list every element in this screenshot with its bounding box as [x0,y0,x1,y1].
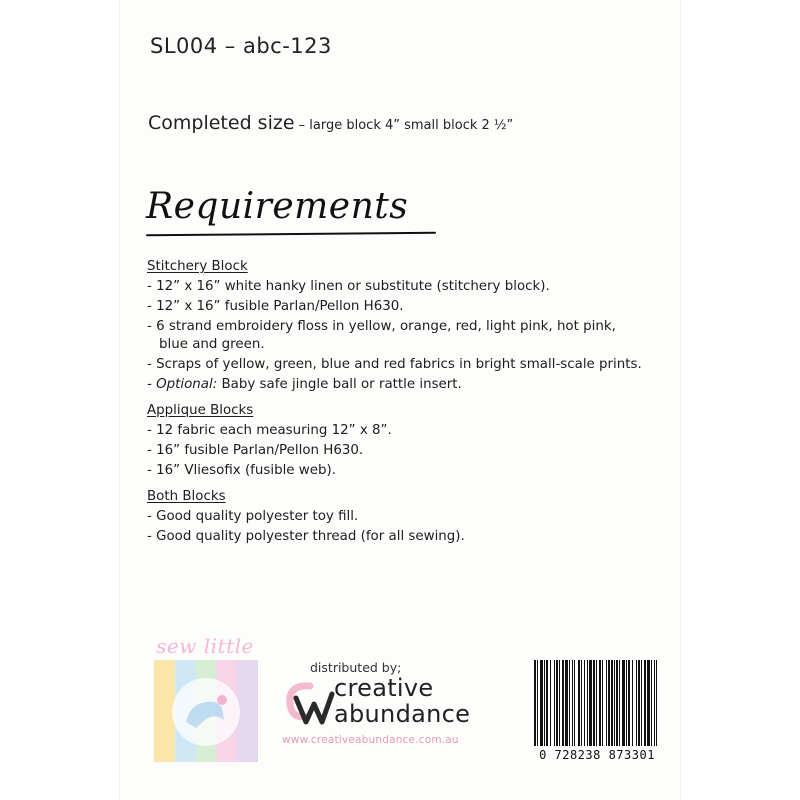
list-item [147,442,647,460]
barcode-bar [593,660,595,746]
barcode-bar [656,660,657,746]
item-text: - Good quality polyester toy fill. [147,509,359,524]
section-title: Both Blocks [147,489,226,504]
creative-abundance-logo [278,660,528,750]
barcode-bar [596,660,597,746]
barcode-bar [565,660,568,746]
barcode-bar [540,660,543,746]
pattern-code: SL004 – abc-123 [150,34,332,58]
section-stitchery-block [147,258,647,394]
completed-size-detail: – large block 4” small block 2 ½” [294,118,514,133]
stripe [237,660,258,762]
item-text: - Scraps of yellow, green, blue and red fabrics in bright small-scale prints. [147,357,642,372]
barcode-bar [647,660,650,746]
list-item [147,422,647,440]
barcode-bar [616,660,618,746]
barcode-bar [619,660,620,746]
barcode-bar [654,660,655,746]
sew-little-logo [150,634,260,762]
barcode-bar [638,660,640,746]
barcode-bars [532,660,662,746]
barcode-bar [581,660,582,746]
item-text: Baby safe jingle ball or rattle insert. [217,377,462,392]
barcode-bar [578,660,580,746]
barcode-bar [626,660,627,746]
barcode-bar [584,660,585,746]
barcode-bar [572,660,573,746]
barcode-bar [589,660,592,746]
barcode-bar [641,660,642,746]
barcode-bar [636,660,637,746]
optional-label: - Optional: [147,377,218,392]
list-item [147,376,647,394]
completed-size-label: Completed size [148,112,295,134]
section-both-blocks [147,488,647,546]
requirements-heading: Requirements [146,186,409,227]
item-text: - 12” x 16” fusible Parlan/Pellon H630. [147,299,404,314]
section-applique-blocks [147,402,647,480]
barcode-bar [599,660,601,746]
barcode-bar [562,660,564,746]
list-item [147,278,647,296]
section-title: Applique Blocks [147,403,254,418]
barcode-bar [628,660,630,746]
barcode-bar [546,660,548,746]
barcode-bar [651,660,652,746]
barcode-bar [537,660,538,746]
barcode-bar [544,660,545,746]
section-title: Stitchery Block [147,259,248,274]
item-text: - 16” Vliesofix (fusible web). [147,463,336,478]
barcode-bar [608,660,610,746]
item-text: - 16” fusible Parlan/Pellon H630. [147,443,364,458]
distributed-by-label: distributed by; [310,660,402,675]
item-text: - 6 strand embroidery floss in yellow, orange, red, light pink, hot pink, blue and green. [147,319,616,352]
barcode-bar [606,660,607,746]
barcode-bar [550,660,551,746]
ca-website-url: www.creativeabundance.com.au [282,734,459,746]
barcode-bar [554,660,555,746]
list-item [147,528,647,546]
item-text: - Good quality polyester thread (for all sewing). [147,529,465,544]
barcode-bar [644,660,646,746]
requirements-list [147,258,647,554]
list-item [147,508,647,526]
logo-circle [172,678,240,746]
barcode-bar [534,660,536,746]
barcode-bar [559,660,560,746]
sewing-machine-icon [172,678,240,746]
barcode-bar [622,660,625,746]
barcode-bar [632,660,633,746]
barcode-number: 0 728238 873301 [539,748,655,762]
barcode-bar [611,660,613,746]
barcode-bar [587,660,588,746]
barcode-bar [556,660,558,746]
ca-line-creative: creative [334,674,434,702]
ca-line-abundance: abundance [334,700,471,728]
item-text: - 12” x 16” white hanky linen or substitute (stitchery block). [147,279,550,294]
barcode-bar [614,660,615,746]
sew-little-text: sew little [156,634,254,658]
barcode-bar [569,660,570,746]
barcode-bar [574,660,575,746]
list-item [147,318,647,354]
barcode-bar [602,660,603,746]
list-item [147,356,647,374]
ca-monogram-icon [278,672,336,730]
completed-size [148,112,513,134]
item-text: - 12 fabric each measuring 12” x 8”. [147,423,392,438]
list-item [147,298,647,316]
barcode [532,660,662,768]
list-item [147,462,647,480]
